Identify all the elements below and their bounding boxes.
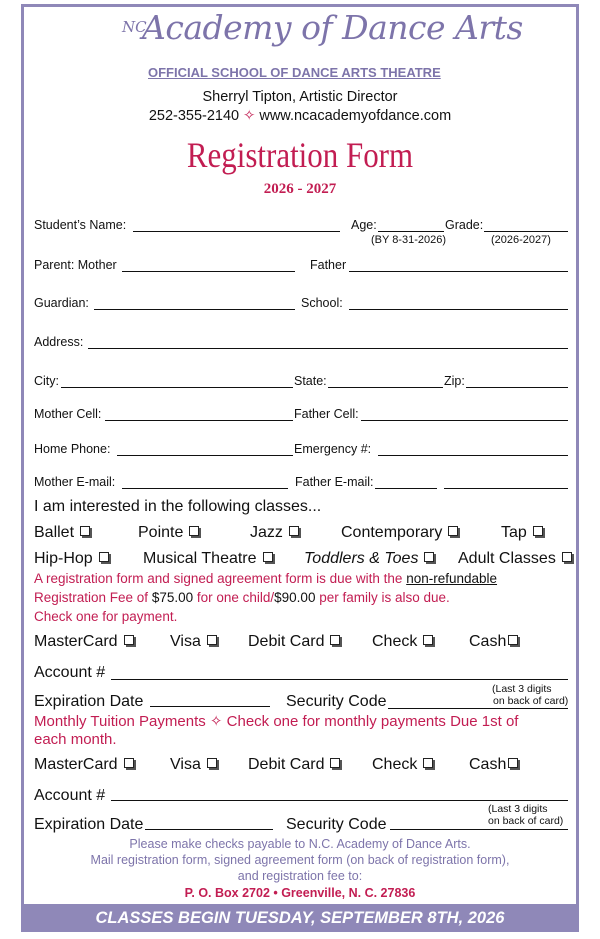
- checkbox[interactable]: [330, 635, 340, 645]
- student-name-field[interactable]: [133, 231, 340, 232]
- pay1-mastercard[interactable]: MasterCard: [34, 633, 134, 651]
- monthly-line-2: each month.: [34, 731, 117, 748]
- account-label-2: Account #: [34, 787, 106, 804]
- home-phone-field[interactable]: [117, 455, 293, 456]
- security-label: Security Code: [286, 693, 387, 710]
- grade-field[interactable]: [484, 231, 568, 232]
- checkbox[interactable]: [423, 758, 433, 768]
- logo-nc: NC: [122, 18, 147, 36]
- checkbox[interactable]: [124, 758, 134, 768]
- phone: 252-355-2140: [148, 108, 240, 124]
- checkbox[interactable]: [330, 758, 340, 768]
- mail-address: P. O. Box 2702 • Greenville, N. C. 27836: [184, 886, 416, 900]
- logo-academy: Academy of Dance Arts: [142, 8, 523, 47]
- classes-begin-banner: CLASSES BEGIN TUESDAY, SEPTEMBER 8TH, 2026: [24, 904, 576, 932]
- fee-line-3: Check one for payment.: [34, 609, 178, 624]
- director: Sherryl Tipton, Artistic Director: [202, 89, 398, 105]
- security-field-2[interactable]: [390, 829, 568, 830]
- mother-email-field[interactable]: [122, 488, 288, 489]
- classes-intro: I am interested in the following classes...: [34, 498, 322, 515]
- checkbox[interactable]: [424, 552, 434, 562]
- guardian-label: Guardian:: [34, 296, 89, 310]
- last3-note-1b: on back of card): [493, 695, 569, 707]
- emergency-label: Emergency #:: [294, 442, 372, 456]
- pay1-check[interactable]: Check: [372, 633, 433, 651]
- last3-note-2a: (Last 3 digits: [488, 803, 548, 815]
- father-email-field-2[interactable]: [444, 488, 568, 489]
- grade-label: Grade:: [445, 218, 484, 232]
- address-field[interactable]: [88, 348, 568, 349]
- checkbox[interactable]: [562, 552, 572, 562]
- checkbox[interactable]: [189, 526, 199, 536]
- checkbox[interactable]: [508, 758, 518, 768]
- account-label: Account #: [34, 664, 106, 681]
- father-email-field[interactable]: [375, 488, 437, 489]
- age-note: (BY 8-31-2026): [371, 234, 447, 246]
- class-jazz[interactable]: Jazz: [250, 524, 299, 542]
- pay2-visa[interactable]: Visa: [170, 756, 217, 774]
- class-hiphop[interactable]: Hip-Hop: [34, 550, 109, 568]
- checkbox[interactable]: [289, 526, 299, 536]
- state-field[interactable]: [328, 387, 443, 388]
- class-toddlers[interactable]: Toddlers & Toes: [304, 550, 434, 568]
- security-field[interactable]: [388, 708, 568, 709]
- form-title: Registration Form: [186, 135, 414, 175]
- checkbox[interactable]: [124, 635, 134, 645]
- pay1-visa[interactable]: Visa: [170, 633, 217, 651]
- school-field[interactable]: [349, 309, 568, 310]
- class-contemporary[interactable]: Contemporary: [341, 524, 458, 542]
- monthly-line-1: Monthly Tuition Payments ✧ Check one for monthly payments Due 1st of: [34, 713, 519, 730]
- age-label: Age:: [351, 218, 377, 232]
- checkbox[interactable]: [533, 526, 543, 536]
- checkbox[interactable]: [207, 635, 217, 645]
- pay2-check[interactable]: Check: [372, 756, 433, 774]
- mother-field[interactable]: [122, 271, 295, 272]
- account-field[interactable]: [111, 679, 568, 680]
- checkbox[interactable]: [99, 552, 109, 562]
- state-label: State:: [294, 374, 327, 388]
- checkbox[interactable]: [448, 526, 458, 536]
- zip-label: Zip:: [444, 374, 465, 388]
- pay1-debit[interactable]: Debit Card: [248, 633, 340, 651]
- website: www.ncacademyofdance.com: [259, 108, 452, 124]
- mail-line-3: and registration fee to:: [237, 869, 363, 883]
- father-email-label: Father E-mail:: [295, 475, 374, 489]
- official-school: OFFICIAL SCHOOL OF DANCE ARTS THEATRE: [148, 65, 441, 80]
- class-musical-theatre[interactable]: Musical Theatre: [143, 550, 273, 568]
- class-adult[interactable]: Adult Classes: [458, 550, 572, 568]
- zip-field[interactable]: [466, 387, 568, 388]
- contact-line: [0, 108, 600, 124]
- school-label: School:: [301, 296, 343, 310]
- age-field[interactable]: [378, 231, 444, 232]
- checkbox[interactable]: [423, 635, 433, 645]
- form-years: 2026 - 2027: [263, 181, 337, 197]
- expiration-field-2[interactable]: [145, 829, 273, 830]
- class-ballet[interactable]: Ballet: [34, 524, 90, 542]
- home-phone-label: Home Phone:: [34, 442, 111, 456]
- pay2-mastercard[interactable]: MasterCard: [34, 756, 134, 774]
- emergency-field[interactable]: [378, 455, 568, 456]
- guardian-field[interactable]: [94, 309, 295, 310]
- checkbox[interactable]: [80, 526, 90, 536]
- mother-cell-label: Mother Cell:: [34, 407, 102, 421]
- class-tap[interactable]: Tap: [501, 524, 543, 542]
- sparkle-icon: ✧: [243, 108, 256, 124]
- mail-line-1: Please make checks payable to N.C. Academy of Dance Arts.: [129, 837, 471, 851]
- fee-line-2: Registration Fee of $75.00 for one child/$90.00 per family is also due.: [34, 590, 450, 605]
- address-label: Address:: [34, 335, 84, 349]
- father-cell-label: Father Cell:: [294, 407, 359, 421]
- grade-note: (2026-2027): [491, 234, 551, 246]
- last3-note-1a: (Last 3 digits: [492, 683, 552, 695]
- mother-label: Parent: Mother: [34, 258, 117, 272]
- mother-email-label: Mother E-mail:: [34, 475, 116, 489]
- fee-line-1: A registration form and signed agreement form is due with the non-refundable: [34, 571, 498, 586]
- mother-cell-field[interactable]: [105, 420, 293, 421]
- expiration-label: Expiration Date: [34, 693, 144, 710]
- checkbox[interactable]: [508, 635, 518, 645]
- expiration-label-2: Expiration Date: [34, 816, 144, 833]
- class-pointe[interactable]: Pointe: [138, 524, 199, 542]
- checkbox[interactable]: [207, 758, 217, 768]
- pay1-cash[interactable]: Cash: [469, 633, 518, 651]
- father-field[interactable]: [349, 271, 568, 272]
- father-cell-field[interactable]: [361, 420, 568, 421]
- city-field[interactable]: [61, 387, 293, 388]
- non-refundable: non-refundable: [406, 571, 498, 586]
- city-label: City:: [34, 374, 59, 388]
- pay2-cash[interactable]: Cash: [469, 756, 518, 774]
- pay2-debit[interactable]: Debit Card: [248, 756, 340, 774]
- student-name-label: Student’s Name:: [34, 218, 127, 232]
- last3-note-2b: on back of card): [488, 815, 564, 827]
- mail-line-2: Mail registration form, signed agreement form (on back of registration form),: [90, 853, 510, 867]
- father-label: Father: [310, 258, 347, 272]
- account-field-2[interactable]: [111, 800, 568, 801]
- security-label-2: Security Code: [286, 816, 387, 833]
- checkbox[interactable]: [263, 552, 273, 562]
- expiration-field[interactable]: [150, 706, 270, 707]
